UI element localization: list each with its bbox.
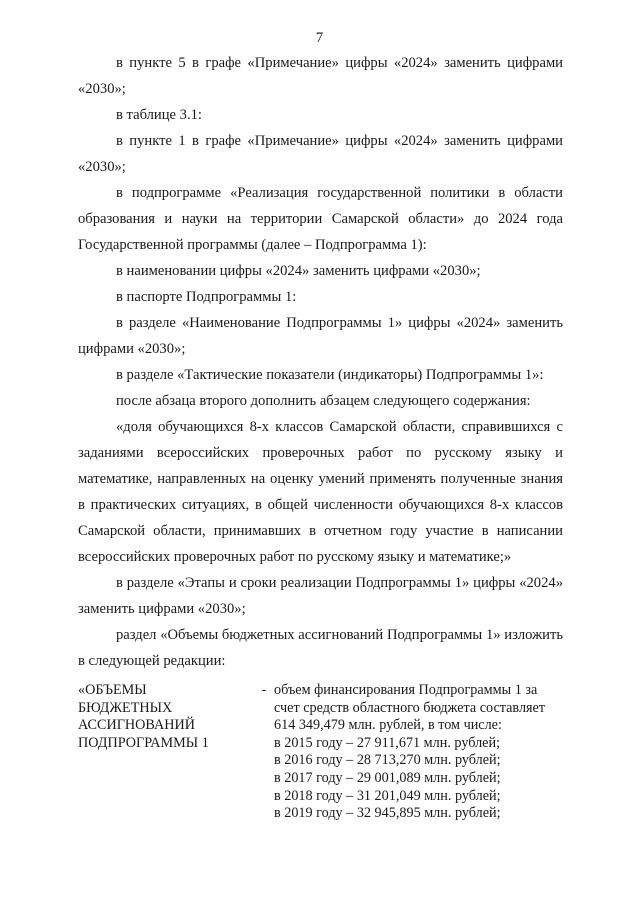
heading-line: АССИГНОВАНИЙ (78, 717, 195, 734)
heading-line: «ОБЪЕМЫ (78, 682, 147, 698)
funding-description (274, 682, 568, 823)
paragraph: в таблице 3.1: (116, 107, 202, 123)
funding-year-line: в 2018 году – 31 201,049 млн. рублей; (274, 787, 501, 804)
budget-allocation-table (78, 682, 568, 823)
funding-year-line: в 2019 году – 32 945,895 млн. рублей; (274, 805, 501, 822)
quoted-paragraph: «доля обучающихся 8-х классов Самарской области, справившихся с заданиями всероссийских проверочных работ по русскому языку и математике, направленных на оценку умений применять полученные знания в практических ситуациях, в общей численности обучающихся 8-х классов Самарской области, принимавших в отчетном году участие в написании всероссийских проверочных работ по русскому языку и математике;» (78, 419, 563, 565)
paragraph: в разделе «Тактические показатели (индикаторы) Подпрограммы 1»: (116, 367, 544, 383)
paragraph: в разделе «Наименование Подпрограммы 1» цифры «2024» заменить цифрами «2030»; (78, 315, 563, 357)
funding-year-line: в 2017 году – 29 001,089 млн. рублей; (274, 769, 501, 786)
paragraph: после абзаца второго дополнить абзацем следующего содержания: (116, 393, 531, 409)
section-heading (78, 682, 254, 752)
heading-line: ПОДПРОГРАММЫ 1 (78, 734, 209, 751)
paragraph: в наименовании цифры «2024» заменить цифрами «2030»; (116, 263, 481, 279)
funding-line: объем финансирования Подпрограммы 1 за (274, 682, 538, 698)
paragraph: раздел «Объемы бюджетных ассигнований Подпрограммы 1» изложить в следующей редакции: (78, 627, 563, 669)
dash-separator: - (261, 682, 267, 698)
funding-year-line: в 2015 году – 27 911,671 млн. рублей; (274, 734, 501, 751)
budget-row (78, 682, 568, 823)
funding-line: счет средств областного бюджета составляет (274, 699, 546, 716)
page-number: 7 (315, 30, 324, 46)
heading-line: БЮДЖЕТНЫХ (78, 699, 173, 716)
paragraph: в разделе «Этапы и сроки реализации Подпрограммы 1» цифры «2024» заменить цифрами «2030»; (78, 575, 563, 617)
paragraph: в паспорте Подпрограммы 1: (116, 289, 297, 305)
document-body (78, 50, 563, 674)
paragraph: в подпрограмме «Реализация государственной политики в области образования и науки на территории Самарской области» до 2024 года Государственной программы (далее – Подпрограмма 1): (78, 185, 563, 253)
paragraph: в пункте 5 в графе «Примечание» цифры «2024» заменить цифрами «2030»; (78, 55, 563, 97)
funding-year-line: в 2016 году – 28 713,270 млн. рублей; (274, 752, 501, 769)
funding-line: 614 349,479 млн. рублей, в том числе: (274, 717, 502, 734)
paragraph: в пункте 1 в графе «Примечание» цифры «2024» заменить цифрами «2030»; (78, 133, 563, 175)
